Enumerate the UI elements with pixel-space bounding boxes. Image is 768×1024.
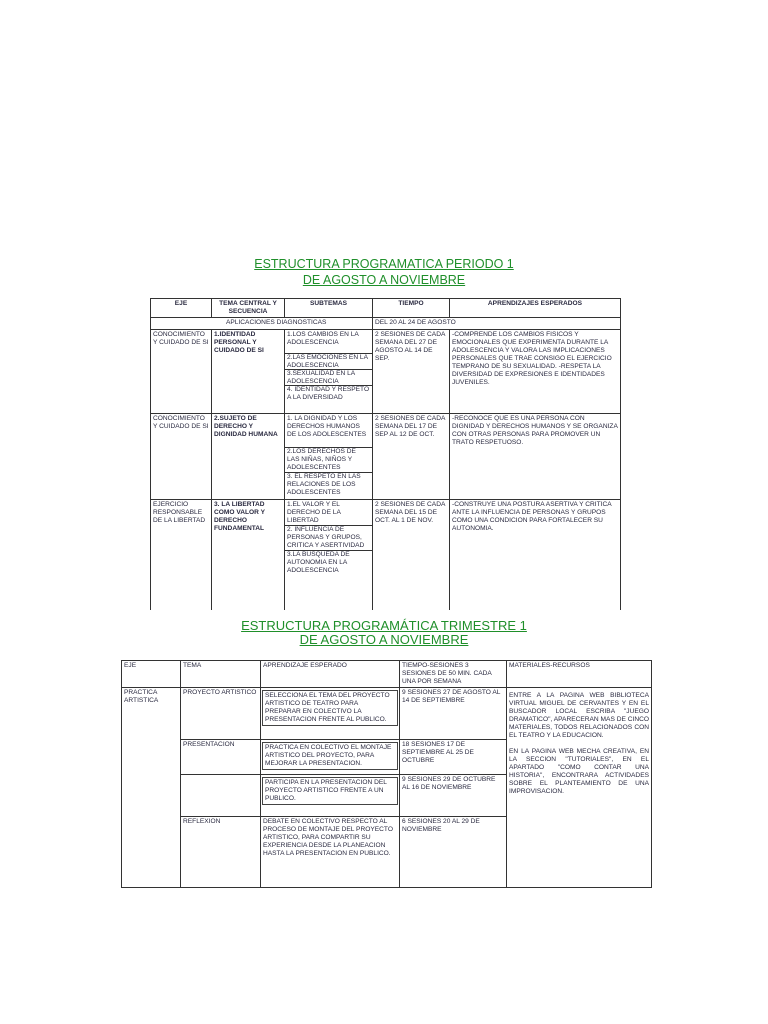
table2-row2-tema: PRESENTACION bbox=[181, 740, 261, 775]
subtema-item: 1. LA DIGNIDAD Y LOS DERECHOS HUMANOS DE LOS ADOLESCENTES bbox=[285, 415, 372, 448]
table2-row4-aprendizaje: DEBATE EN COLECTIVO RESPECTO AL PROCESO DE MONTAJE DEL PROYECTO ARTISTICO, PARA COMPARTIR SU EXPERIENCIA DESDE LA PLANEACION HASTA LA PRESENTACION EN PUBLICO. bbox=[261, 817, 400, 888]
subtema-item: 4. IDENTIDAD Y RESPETO A LA DIVERSIDAD bbox=[287, 386, 370, 402]
row2-tema: 2.SUJETO DE DERECHO Y DIGNIDAD HUMANA bbox=[212, 414, 285, 500]
table2-header-tema: TEMA bbox=[181, 661, 261, 688]
row3-tema: 3. LA LIBERTAD COMO VALOR Y DERECHO FUNDAMENTAL bbox=[212, 500, 285, 610]
table2-row4-tiempo: 6 SESIONES 20 AL 29 DE NOVIEMBRE bbox=[400, 817, 507, 888]
table-row bbox=[151, 414, 621, 500]
subtema-item: 1.LOS CAMBIOS EN LA ADOLESCENCIA bbox=[285, 331, 372, 354]
subtema-item: 3.LA BUSQUEDA DE AUTONOMIA EN LA ADOLESCENCIA bbox=[287, 551, 350, 575]
subtema-item: 1.EL VALOR Y EL DERECHO DE LA LIBERTAD bbox=[285, 501, 372, 526]
subtema-item: 3. EL RESPETO EN LAS RELACIONES DE LOS ADOLESCENTES bbox=[287, 473, 361, 497]
row2-aprendizajes: -RECONOCE QUE ES UNA PERSONA CON DIGNIDAD Y DERECHOS HUMANOS Y SE ORGANIZA CON OTRAS PERSONAS PARA PROMOVER UN TRATO RESPETUOSO. bbox=[450, 414, 621, 500]
table2-header-eje: EJE bbox=[122, 661, 181, 688]
title2-line2: DE AGOSTO A NOVIEMBRE bbox=[299, 632, 469, 647]
row2-subtemas bbox=[285, 414, 373, 500]
table2-header-row bbox=[122, 661, 652, 688]
subtema-item: 3.SEXUALIDAD EN LA ADOLESCENCIA bbox=[285, 370, 372, 386]
row3-eje: EJERCICIO RESPONSABLE DE LA LIBERTAD bbox=[151, 500, 212, 610]
row1-eje: CONOCIMIENTO Y CUIDADO DE SI bbox=[151, 330, 212, 414]
table1-header-tema: TEMA CENTRAL Y SECUENCIA bbox=[212, 299, 285, 318]
table2-header-tiempo: TIEMPO-SESIONES 3 SESIONES DE 50 MIN. CADA UNA POR SEMANA bbox=[400, 661, 507, 688]
table2-eje: PRACTICA ARTISTICA bbox=[122, 688, 181, 888]
row1-aprendizajes: -COMPRENDE LOS CAMBIOS FISICOS Y EMOCIONALES QUE EXPERIMENTA DURANTE LA ADOLESCENCIA Y VALORA LAS IMPLICACIONES PERSONALES QUE TRAE CONSIGO EL EJERCICIO TEMPRANO DE SU SEXUALIDAD. -RESPETA LA DIVERSIDAD DE EXPRESIONES E IDENTIDADES JUVENILES. bbox=[450, 330, 621, 414]
table-row bbox=[122, 688, 652, 740]
title1-line1: ESTRUCTURA PROGRAMATICA PERIODO 1 bbox=[254, 257, 514, 271]
row1-subtemas bbox=[285, 330, 373, 414]
subtema-item: 2.LOS DERECHOS DE LAS NIÑAS, NIÑOS Y ADOLESCENTES bbox=[285, 448, 372, 473]
aprendizaje-box: PRACTICA EN COLECTIVO EL MONTAJE ARTISTICO DEL PROYECTO, PARA MEJORAR LA PRESENTACION. bbox=[262, 742, 398, 770]
table2-row2-aprendizaje bbox=[261, 740, 400, 775]
title1-line2: DE AGOSTO A NOVIEMBRE bbox=[302, 273, 466, 287]
table2-header-aprendizaje: APRENDIZAJE ESPERADO bbox=[261, 661, 400, 688]
row1-tema: 1.IDENTIDAD PERSONAL Y CUIDADO DE SI bbox=[212, 330, 285, 414]
table2-row1-aprendizaje bbox=[261, 688, 400, 740]
title2-line1: ESTRUCTURA PROGRAMÁTICA TRIMESTRE 1 bbox=[241, 618, 527, 633]
row3-aprendizajes: -CONSTRUYE UNA POSTURA ASERTIVA Y CRITICA ANTE LA INFLUENCIA DE PERSONAS Y GRUPOS COMO UNA CONDICION PARA FORTALECER SU AUTONOMIA. bbox=[450, 500, 621, 610]
row2-eje: CONOCIMIENTO Y CUIDADO DE SI bbox=[151, 414, 212, 500]
table2-row1-tema: PROYECTO ARTISTICO bbox=[181, 688, 261, 740]
diagnostic-label: APLICACIONES DIAGNOSTICAS bbox=[151, 318, 373, 330]
table2-row3-tiempo: 9 SESIONES 29 DE OCTUBRE AL 16 DE NOVIEMBRE bbox=[400, 775, 507, 817]
diagnostic-time: DEL 20 AL 24 DE AGOSTO bbox=[373, 318, 621, 330]
table2-materiales bbox=[507, 688, 652, 888]
table2-row2-tiempo: 18 SESIONES 17 DE SEPTIEMBRE AL 25 DE OCTUBRE bbox=[400, 740, 507, 775]
row1-tiempo: 2 SESIONES DE CADA SEMANA DEL 27 DE AGOSTO AL 14 DE SEP. bbox=[373, 330, 450, 414]
table-row bbox=[151, 330, 621, 414]
table1-header-subtemas: SUBTEMAS bbox=[285, 299, 373, 318]
programmatic-structure-table-period-1 bbox=[150, 298, 621, 610]
table2-row3-aprendizaje bbox=[261, 775, 400, 817]
table2-row1-tiempo: 9 SESIONES 27 DE AGOSTO AL 14 DE SEPTIEMBRE bbox=[400, 688, 507, 740]
row3-tiempo: 2 SESIONES DE CADA SEMANA DEL 15 DE OCT. AL 1 DE NOV. bbox=[373, 500, 450, 610]
aprendizaje-box: PARTICIPA EN LA PRESENTACION DEL PROYECTO ARTISTICO FRENTE A UN PUBLICO. bbox=[262, 777, 398, 805]
table2-row4-tema: REFLEXION bbox=[181, 817, 261, 888]
table2-row3-tema bbox=[181, 775, 261, 817]
subtema-item: 2. INFLUENCIA DE PERSONAS Y GRUPOS, CRITICA Y ASERTIVIDAD bbox=[285, 526, 372, 551]
row2-tiempo: 2 SESIONES DE CADA SEMANA DEL 17 DE SEP AL 12 DE OCT. bbox=[373, 414, 450, 500]
material-item-2: EN LA PAGINA WEB MECHA CREATIVA, EN LA SECCION "TUTORIALES", EN EL APARTADO "COMO CONTAR UNA HISTORIA", ENCONTRARA ACTIVIDADES SOBRE EL PLANTEAMIENTO DE UNA IMPROVISACION. bbox=[509, 748, 649, 796]
programmatic-structure-table-trimester-1 bbox=[121, 660, 652, 888]
table2-header-materiales: MATERIALES-RECURSOS bbox=[507, 661, 652, 688]
subtema-item: 2.LAS EMOCIONES EN LA ADOLESCENCIA bbox=[285, 354, 372, 370]
aprendizaje-box: SELECCIONA EL TEMA DEL PROYECTO ARTISTICO DE TEATRO PARA PREPARAR EN COLECTIVO LA PRESENTACION FRENTE AL PUBLICO. bbox=[262, 690, 398, 726]
table1-header-aprendizajes: APRENDIZAJES ESPERADOS bbox=[450, 299, 621, 318]
table1-header-eje: EJE bbox=[151, 299, 212, 318]
table-row bbox=[151, 500, 621, 610]
material-item-1: ENTRE A LA PAGINA WEB BIBLIOTECA VIRTUAL MIGUEL DE CERVANTES Y EN EL BUSCADOR LOCAL ESCRIBA "JUEGO DRAMATICO", APARECERAN MAS DE CINCO MATERIALES, TODOS RELACIONADOS CON EL TEATRO Y LA EDUCACION. bbox=[509, 692, 649, 740]
table1-header-tiempo: TIEMPO bbox=[373, 299, 450, 318]
table1-diagnostic-row bbox=[151, 318, 621, 330]
table1-header-row bbox=[151, 299, 621, 318]
row3-subtemas bbox=[285, 500, 373, 610]
